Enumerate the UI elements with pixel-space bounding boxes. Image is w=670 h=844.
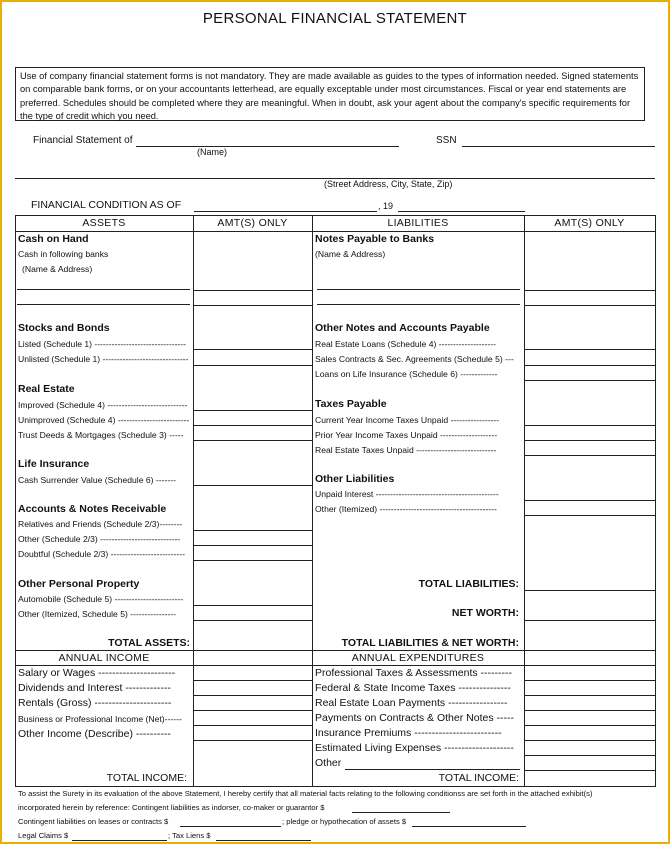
total-liabilities-label: TOTAL LIABILITIES:: [418, 578, 519, 590]
prior-year-taxes-label: Prior Year Income Taxes Unpaid --------------------: [315, 430, 498, 440]
automobile-label: Automobile (Schedule 5) ------------------------: [18, 594, 184, 604]
unlisted-label: Unlisted (Schedule 1) ------------------------------: [18, 354, 189, 364]
year-prefix: , 19: [378, 201, 394, 211]
footer-line-2: incorporated herein by reference: Contingent liabilities as indorser, co-maker or guarantor $: [18, 803, 325, 812]
unimproved-label: Unimproved (Schedule 4) -------------------------: [18, 415, 190, 425]
total-assets-label: TOTAL ASSETS:: [108, 637, 190, 649]
liabilities-header: LIABILITIES: [387, 217, 449, 229]
contracts-payments-label: Payments on Contracts & Other Notes -----: [315, 712, 514, 724]
personal-property-label: Other Personal Property: [18, 578, 140, 590]
re-loan-payments-label: Real Estate Loan Payments -----------------: [315, 697, 508, 709]
contingent-guarantor-line[interactable]: [352, 812, 450, 813]
sales-contracts-label: Sales Contracts & Sec. Agreements (Schedule 5) ---: [315, 354, 514, 364]
footer-line-3b: ; pledge or hypothecation of assets $: [282, 817, 407, 826]
tax-liens-line[interactable]: [216, 840, 311, 841]
trust-deeds-label: Trust Deeds & Mortgages (Schedule 3) -----: [18, 430, 184, 440]
taxes-payable-label: Taxes Payable: [315, 398, 387, 410]
total-liab-nw-label: TOTAL LIABILITIES & NET WORTH:: [341, 637, 519, 649]
net-worth-label: NET WORTH:: [451, 607, 519, 619]
prof-taxes-label: Professional Taxes & Assessments ---------: [315, 667, 513, 679]
living-expenses-label: Estimated Living Expenses --------------------: [315, 742, 514, 754]
annual-expenditures-header: ANNUAL EXPENDITURES: [351, 652, 485, 664]
loans-life-label: Loans on Life Insurance (Schedule 6) -------------: [315, 369, 498, 379]
salary-label: Salary or Wages ----------------------: [18, 667, 176, 679]
amt-right-header: AMT(S) ONLY: [554, 217, 625, 229]
name-caption: (Name): [197, 147, 228, 157]
leases-contracts-line[interactable]: [180, 826, 281, 827]
page-title: PERSONAL FINANCIAL STATEMENT: [202, 10, 468, 27]
cash-on-hand-label: Cash on Hand: [18, 233, 89, 245]
insurance-premiums-label: Insurance Premiums -------------------------: [315, 727, 502, 739]
other-itemized-liab-label: Other (Itemized) -----------------------------------------: [315, 504, 497, 514]
accounts-receivable-label: Accounts & Notes Receivable: [18, 503, 167, 515]
re-loans-label: Real Estate Loans (Schedule 4) --------------------: [315, 339, 496, 349]
business-income-label: Business or Professional Income (Net)------: [18, 714, 182, 724]
total-income-right-label: TOTAL INCOME:: [438, 772, 519, 784]
address-caption: (Street Address, City, State, Zip): [324, 179, 453, 189]
re-taxes-label: Real Estate Taxes Unpaid ----------------------------: [315, 445, 497, 455]
real-estate-label: Real Estate: [18, 383, 75, 395]
condition-as-of-label: FINANCIAL CONDITION AS OF: [31, 199, 182, 211]
footer-line-4a: Legal Claims $: [18, 831, 69, 840]
amt-left-header: AMT(S) ONLY: [217, 217, 288, 229]
annual-income-header: ANNUAL INCOME: [58, 652, 150, 664]
current-year-taxes-label: Current Year Income Taxes Unpaid -----------------: [315, 415, 500, 425]
notes-name-caption: (Name & Address): [315, 249, 386, 259]
ssn-label: SSN: [436, 135, 457, 146]
other-notes-label: Other Notes and Accounts Payable: [315, 322, 490, 334]
dividends-label: Dividends and Interest -------------: [18, 682, 171, 694]
fed-state-taxes-label: Federal & State Income Taxes ---------------: [315, 682, 511, 694]
notes-banks-label: Notes Payable to Banks: [315, 233, 435, 245]
other-income-label: Other Income (Describe) ----------: [18, 728, 171, 740]
improved-label: Improved (Schedule 4) ----------------------------: [18, 400, 188, 410]
total-income-left-label: TOTAL INCOME:: [106, 772, 187, 784]
pledge-line[interactable]: [412, 826, 526, 827]
other-itemized-label: Other (Itemized, Schedule 5) ----------------: [18, 609, 177, 619]
other-expenditure-label: Other: [315, 757, 342, 769]
rentals-label: Rentals (Gross) ----------------------: [18, 697, 172, 709]
footer-line-4b: ; Tax Liens $: [168, 831, 211, 840]
cash-banks-label: Cash in following banks: [18, 249, 109, 259]
footer-line-1: To assist the Surety in its evaluation of the above Statement, I hereby certify that all material facts relating to the following conditionss are set forth in the attached exhibit(s): [18, 789, 593, 798]
other-receivable-label: Other (Schedule 2/3) ----------------------------: [18, 534, 181, 544]
other-liabilities-label: Other Liabilities: [315, 473, 395, 485]
listed-label: Listed (Schedule 1) --------------------------------: [18, 339, 187, 349]
relatives-label: Relatives and Friends (Schedule 2/3)--------: [18, 519, 183, 529]
stocks-bonds-label: Stocks and Bonds: [18, 322, 110, 334]
unpaid-interest-label: Unpaid Interest -------------------------------------------: [315, 489, 499, 499]
legal-claims-line[interactable]: [72, 840, 167, 841]
cash-name-caption: (Name & Address): [22, 264, 93, 274]
assets-header: ASSETS: [82, 217, 126, 229]
intro-notice: Use of company financial statement forms is not mandatory. They are made available as guides to the types of information needed. Signed statements on comparable bank forms, or on your accountants letterhead, are equally exceptable under most circumstances. Fiscal or year end statements are preferred. Schedules should be completed where they are meaningful. When in doubt, ask your agent about the company's specific requirements for the type of credit which you need.: [15, 67, 645, 121]
cash-surrender-label: Cash Surrender Value (Schedule 6) -------: [18, 475, 176, 485]
footer-line-3a: Contingent liabilities on leases or contracts $: [18, 817, 169, 826]
financial-statement-of-label: Financial Statement of: [33, 135, 133, 146]
life-insurance-label: Life Insurance: [18, 458, 90, 470]
doubtful-label: Doubtful (Schedule 2/3) --------------------------: [18, 549, 186, 559]
